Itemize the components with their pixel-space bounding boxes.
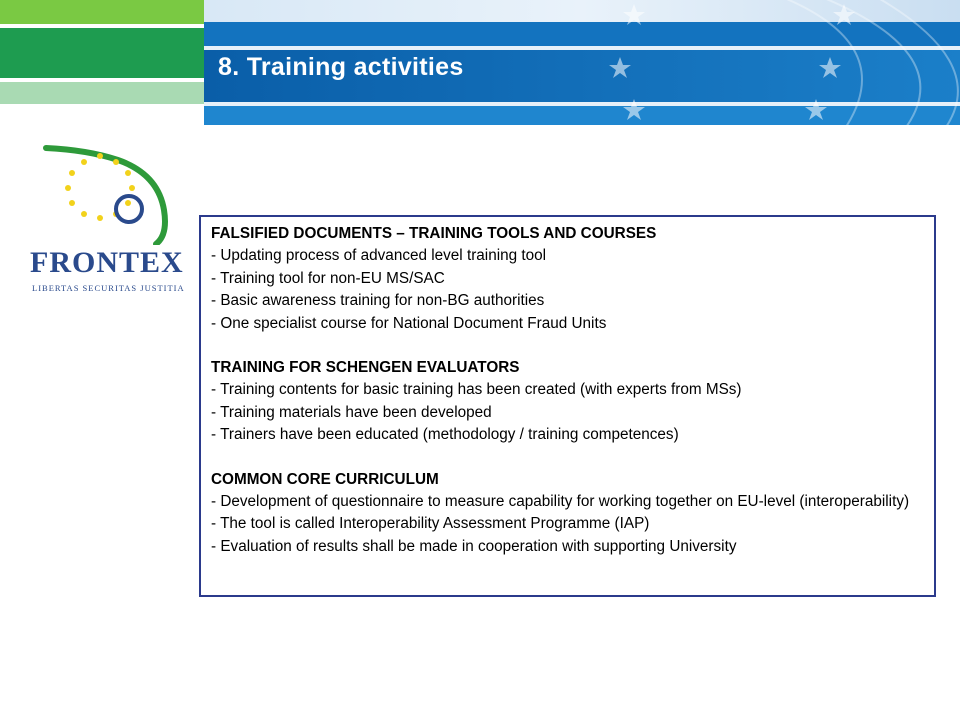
frontex-logo xyxy=(28,140,193,300)
list-item: - The tool is called Interoperability Assessment Programme (IAP) xyxy=(211,515,650,533)
slide-title: 8. Training activities xyxy=(218,53,464,81)
stripe-light-green xyxy=(0,0,204,24)
section-title: TRAINING FOR SCHENGEN EVALUATORS xyxy=(211,359,520,377)
section-falsified-documents xyxy=(211,223,924,335)
section-common-core-curriculum xyxy=(211,469,924,559)
logo-wordmark: FRONTEX xyxy=(30,246,184,279)
list-item: - Basic awareness training for non-BG authorities xyxy=(211,292,545,310)
section-schengen-evaluators xyxy=(211,357,924,447)
list-item: - Training materials have been developed xyxy=(211,403,492,421)
stripe-white xyxy=(0,108,204,125)
section-title: COMMON CORE CURRICULUM xyxy=(211,470,439,488)
stripe-pale-green xyxy=(0,82,204,104)
frontex-logo-icon xyxy=(28,140,193,245)
section-title: FALSIFIED DOCUMENTS – TRAINING TOOLS AND COURSES xyxy=(211,225,657,242)
list-item: - Training contents for basic training has been created (with experts from MSs) xyxy=(211,381,742,399)
slide-header xyxy=(0,0,960,125)
logo-motto: LIBERTAS SECURITAS JUSTITIA xyxy=(32,283,185,293)
green-stripes-decoration xyxy=(0,0,204,125)
list-item: - Updating process of advanced level training tool xyxy=(211,247,547,265)
list-item: - Evaluation of results shall be made in cooperation with supporting University xyxy=(211,537,737,555)
stripe-green xyxy=(0,28,204,78)
list-item: - Training tool for non-EU MS/SAC xyxy=(211,269,445,287)
list-item: - One specialist course for National Document Fraud Units xyxy=(211,314,607,332)
list-item: - Trainers have been educated (methodology / training competences) xyxy=(211,426,679,444)
content-box xyxy=(199,215,936,597)
list-item: - Development of questionnaire to measure capability for working together on EU-level (interoperability) xyxy=(211,493,910,511)
